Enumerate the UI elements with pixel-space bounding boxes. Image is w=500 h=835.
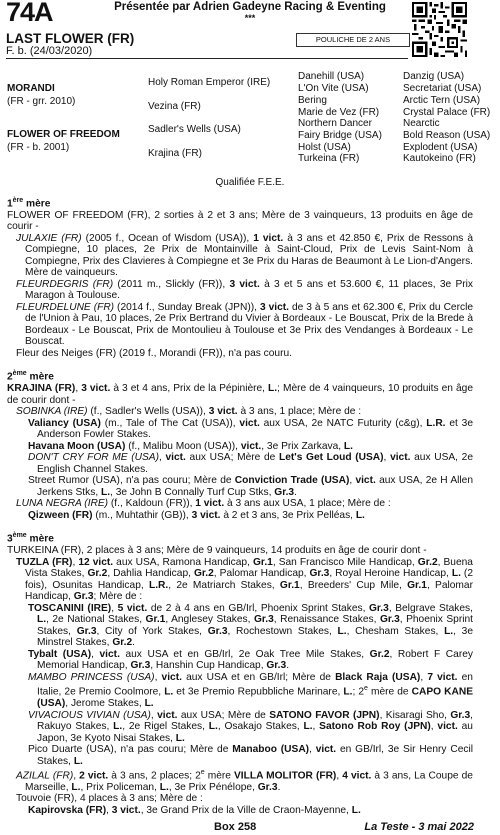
paragraph: SOBINKA (IRE) (f., Sadler's Wells (USA)), 3 vict. à 3 ans, 1 place; Mère de :	[16, 406, 362, 418]
pedigree-dam: FLOWER OF FREEDOM	[7, 129, 120, 140]
footer-box-number: Box 258	[214, 821, 257, 833]
pedigree-gen2-item: Krajina (FR)	[148, 148, 202, 159]
paragraph: DON'T CRY FOR ME (USA), vict. aux USA; Mère de Let's Get Loud (USA), vict. aux USA, 2e English Channel Stakes.	[28, 452, 474, 475]
pedigree-gen3-item: Turkeina (FR)	[298, 153, 360, 164]
paragraph: AZILAL (FR), 2 vict. à 3 ans, 2 places; 2e mère VILLA MOLITOR (FR), 4 vict. à 3 ans, La Coupe de Marseille, L., Prix Policeman, L., 3e Prix Pénélope, Gr.3.	[16, 769, 473, 793]
pedigree-gen3-item: Danehill (USA)	[298, 71, 365, 82]
pedigree-dam-info: (FR - b. 2001)	[7, 142, 70, 153]
pedigree-gen4-item: Crystal Palace (FR)	[403, 107, 491, 118]
pedigree-gen4-item: Explodent (USA)	[403, 142, 478, 153]
paragraph: Havana Moon (USA) (f., Malibu Moon (USA)), vict., 3e Prix Zarkava, L.	[28, 440, 353, 452]
footer-sale-info: La Teste - 3 mai 2022	[364, 821, 474, 833]
paragraph: TOSCANINI (IRE), 5 vict. de 2 à 4 ans en GB/Irl, Phoenix Sprint Stakes, Gr.3, Belgrave Stakes, L., 2e National Stakes, Gr.1, Anglesey Stakes, Gr.3, Renaissance Stakes, Gr.3, Phoenix Sprint Stakes, Gr.3, City of York Stakes, Gr.3, Rochestown Stakes, L., Chesham Stakes, L., 3e Minstrel Stakes, Gr.2.	[28, 602, 474, 649]
horse-description: F. b. (24/03/2020)	[6, 45, 93, 57]
paragraph: Tybalt (USA), vict. aux USA et en GB/Irl, 2e Oak Tree Mile Stakes, Gr.2, Robert F Carey Memorial Handicap, Gr.3, Hanshin Cup Handicap, Gr.3.	[28, 648, 473, 672]
paragraph: FLEURDELUNE (FR) (2014 f., Sunday Break (JPN)), 3 vict. de 3 à 5 ans et 62.300 €, Prix du Cercle de l'Union à Pau, 10 places, 2e Prix Bertrand du Vivier à Bordeaux - Le Bouscat, Prix de la Brede à Bordeaux - Le Bouscat, Prix de Montoulieu à Toulouse et 3e Prix des Vendanges à Bordeaux - Le Bouscat.	[16, 301, 474, 348]
presenter-stars: ***	[244, 13, 256, 23]
paragraph: TUZLA (FR), 12 vict. aux USA, Ramona Handicap, Gr.1, San Francisco Mile Handicap, Gr.2, Buena Vista Stakes, Gr.2, Dahlia Handicap, Gr.2, Palomar Handicap, Gr.3, Royal Heroine Handicap, L. (2 fois), Osunitas Handicap, L.R., 2e Matriarch Stakes, Gr.1, Breeders' Cup Mile, Gr.1, Palomar Handicap, Gr.3; Mère de :	[16, 556, 473, 603]
section-heading: 2ème mère	[7, 370, 54, 383]
qualification: Qualifiée F.E.E.	[215, 177, 285, 188]
sex-badge: POULICHE DE 2 ANS	[296, 33, 410, 47]
paragraph: VIVACIOUS VIVIAN (USA), vict. aux USA; Mère de SATONO FAVOR (JPN), Kisaragi Sho, Gr.3, Rakuyo Stakes, L., 2e Rigel Stakes, L., Osakajo Stakes, L., Satono Rob Roy (JPN), vict. au Japon, 3e Kyoto Nisai Stakes, L.	[28, 709, 474, 744]
pedigree-gen4-item: Bold Reason (USA)	[403, 130, 491, 141]
paragraph: MAMBO PRINCESS (USA), vict. aux USA et en GB/Irl; Mère de Black Raja (USA), 7 vict. en Italie, 2e Premio Coolmore, L. et 3e Premio Repubbliche Marinare, L.; 2e mère de CAPO KANE (USA), Jerome Stakes, L.	[28, 671, 473, 710]
paragraph: Pico Duarte (USA), n'a pas couru; Mère de Manaboo (USA), vict. en GB/Irl, 3e Sir Henry Cecil Stakes, L.	[28, 744, 473, 767]
paragraph: Valiancy (USA) (m., Tale of The Cat (USA)), vict. aux USA, 2e NATC Futurity (c&g), L.R. et 3e Anderson Fowler Stakes.	[28, 417, 473, 441]
pedigree-gen4-item: Secretariat (USA)	[403, 83, 482, 94]
paragraph: Street Rumor (USA), n'a pas couru; Mère de Conviction Trade (USA), vict. aux USA, 2e H Allen Jerkens Stks, L., 3e John B Connally Turf Cup Stks, Gr.3.	[28, 475, 473, 498]
pedigree-gen3-item: Northern Dancer	[298, 118, 372, 129]
pedigree-gen2-item: Vezina (FR)	[148, 101, 201, 112]
pedigree-gen3-item: Bering	[298, 95, 327, 106]
qr-code-icon	[412, 2, 467, 57]
pedigree-gen4-item: Arctic Tern (USA)	[403, 95, 481, 106]
pedigree-gen2-item: Sadler's Wells (USA)	[148, 124, 241, 135]
pedigree-gen4-item: Nearctic	[403, 118, 440, 129]
paragraph: Touvoie (FR), 4 places à 3 ans; Mère de :	[16, 793, 203, 805]
paragraph: KRAJINA (FR), 3 vict. à 3 et 4 ans, Prix de la Pépinière, L.; Mère de 4 vainqueurs, 10 produits en âge de courir dont -	[7, 383, 473, 406]
pedigree-gen4-item: Kautokeino (FR)	[403, 153, 476, 164]
pedigree-sire: MORANDI	[7, 83, 55, 94]
section-heading: 1ère mère	[7, 197, 51, 210]
pedigree-gen3-item: L'On Vite (USA)	[298, 83, 369, 94]
pedigree-sire-info: (FR - grr. 2010)	[7, 96, 76, 107]
paragraph: LUNA NEGRA (IRE) (f., Kaldoun (FR)), 1 vict. à 3 ans aux USA, 1 place; Mère de :	[16, 498, 391, 510]
pedigree-gen3-item: Marie de Vez (FR)	[298, 107, 380, 118]
pedigree-gen2-item: Holy Roman Emperor (IRE)	[148, 77, 271, 88]
pedigree-gen3-item: Holst (USA)	[298, 142, 351, 153]
lot-number: 74A	[6, 0, 53, 27]
paragraph: Fleur des Neiges (FR) (2019 f., Morandi (FR)), n'a pas couru.	[16, 347, 292, 359]
paragraph: JULAXIE (FR) (2005 f., Ocean of Wisdom (USA)), 1 vict. à 3 ans et 42.850 €, Prix de Ressons à Compiegne, 10 places, 2e Prix de Montainville à Saint-Cloud, Prix de Levis Saint-Nom à Compiegne, Prix des Clavieres à Compiegne et 3e Prix du Haras de Beaumont à Le Lion-d'Angers. Mère de vainqueurs.	[16, 232, 473, 279]
paragraph: TURKEINA (FR), 2 places à 3 ans; Mère de 9 vainqueurs, 14 produits en âge de courir dont -	[7, 545, 427, 557]
horse-name: LAST FLOWER (FR)	[6, 31, 135, 46]
paragraph: Kapirovska (FR), 3 vict., 3e Grand Prix de la Ville de Craon-Mayenne, L.	[28, 804, 361, 816]
paragraph: FLEURDEGRIS (FR) (2011 m., Slickly (FR)), 3 vict. à 3 et 5 ans et 53.600 €, 11 places, 3e Prix Maragon à Toulouse.	[16, 278, 473, 302]
pedigree-gen4-item: Danzig (USA)	[403, 71, 465, 82]
paragraph: Qizween (FR) (m., Muhtathir (GB)), 3 vict. à 2 et 3 ans, 3e Prix Pelléas, L.	[28, 509, 365, 521]
title-divider	[6, 58, 408, 59]
paragraph: FLOWER OF FREEDOM (FR), 2 sorties à 2 et 3 ans; Mère de 3 vainqueurs, 13 produits en âge de courir -	[7, 209, 473, 233]
section-heading: 3ème mère	[7, 532, 54, 545]
presenter: Présentée par Adrien Gadeyne Racing & Eventing	[114, 1, 386, 13]
pedigree-gen3-item: Fairy Bridge (USA)	[298, 130, 382, 141]
dam-line-text	[7, 195, 473, 816]
